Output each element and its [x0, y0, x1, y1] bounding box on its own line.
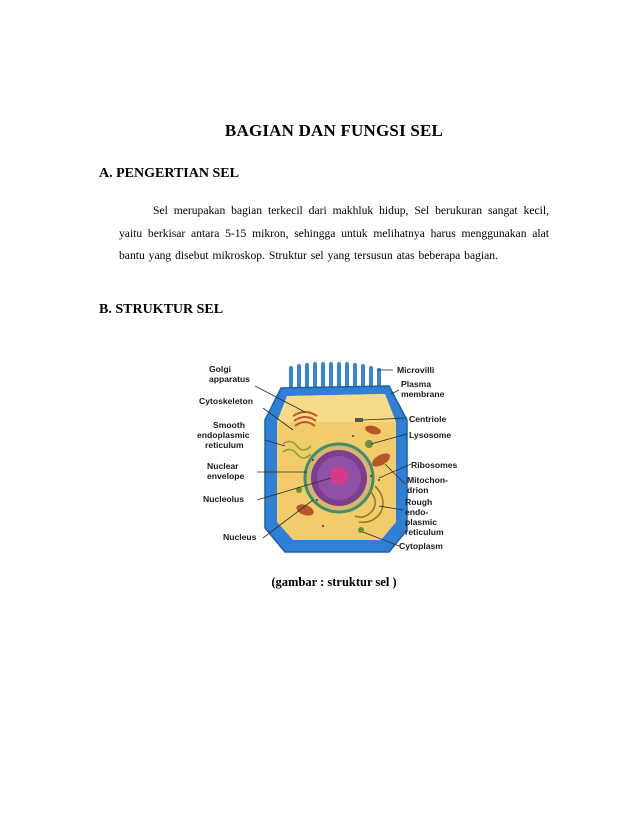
nucleolus-drawing	[330, 467, 348, 485]
section-a-heading: A. PENGERTIAN SEL	[99, 166, 239, 181]
label-centriole: Centriole	[409, 414, 447, 424]
label-mitochondrion-2: drion	[407, 485, 429, 495]
label-smooth-er: Smooth	[213, 420, 245, 430]
label-plasma-membrane: Plasma	[401, 379, 432, 389]
label-smooth-er-3: reticulum	[205, 440, 244, 450]
label-rough-er-2: endo-	[405, 507, 429, 517]
label-golgi-2: apparatus	[209, 374, 251, 384]
label-ribosomes: Ribosomes	[411, 460, 458, 470]
label-smooth-er-2: endoplasmic	[197, 430, 250, 440]
label-plasma-membrane-2: membrane	[401, 389, 445, 399]
label-nucleolus: Nucleolus	[203, 494, 245, 504]
figure-caption: (gambar : struktur sel )	[271, 575, 397, 589]
label-rough-er-3: plasmic	[405, 517, 438, 527]
label-microvilli: Microvilli	[397, 365, 435, 375]
section-a-paragraph: Sel merupakan bagian terkecil dari makhluk hidup, Sel berukuran sangat kecil, yaitu berkisar antara 5-15 mikron, sehingga untuk melihatnya harus menggunakan alat bantu yang disebut mikroskop. Struktur sel yang tersusun atas beberapa bagian.	[119, 204, 549, 263]
section-b-heading: B. STRUKTUR SEL	[99, 302, 224, 317]
cell-diagram	[193, 360, 475, 555]
label-cytoskeleton: Cytoskeleton	[199, 396, 253, 406]
label-cytoplasm: Cytoplasm	[399, 541, 443, 551]
label-rough-er: Rough	[405, 497, 433, 507]
label-golgi: Golgi	[209, 364, 231, 374]
label-nuclear-envelope-2: envelope	[207, 471, 245, 481]
label-mitochondrion: Mitochon-	[407, 475, 449, 485]
cell-structure-figure	[193, 360, 475, 555]
label-lysosome: Lysosome	[409, 430, 452, 440]
label-rough-er-4: reticulum	[405, 527, 444, 537]
page-title: BAGIAN DAN FUNGSI SEL	[224, 121, 444, 140]
label-nucleus: Nucleus	[223, 532, 257, 542]
label-nuclear-envelope: Nuclear	[207, 461, 239, 471]
